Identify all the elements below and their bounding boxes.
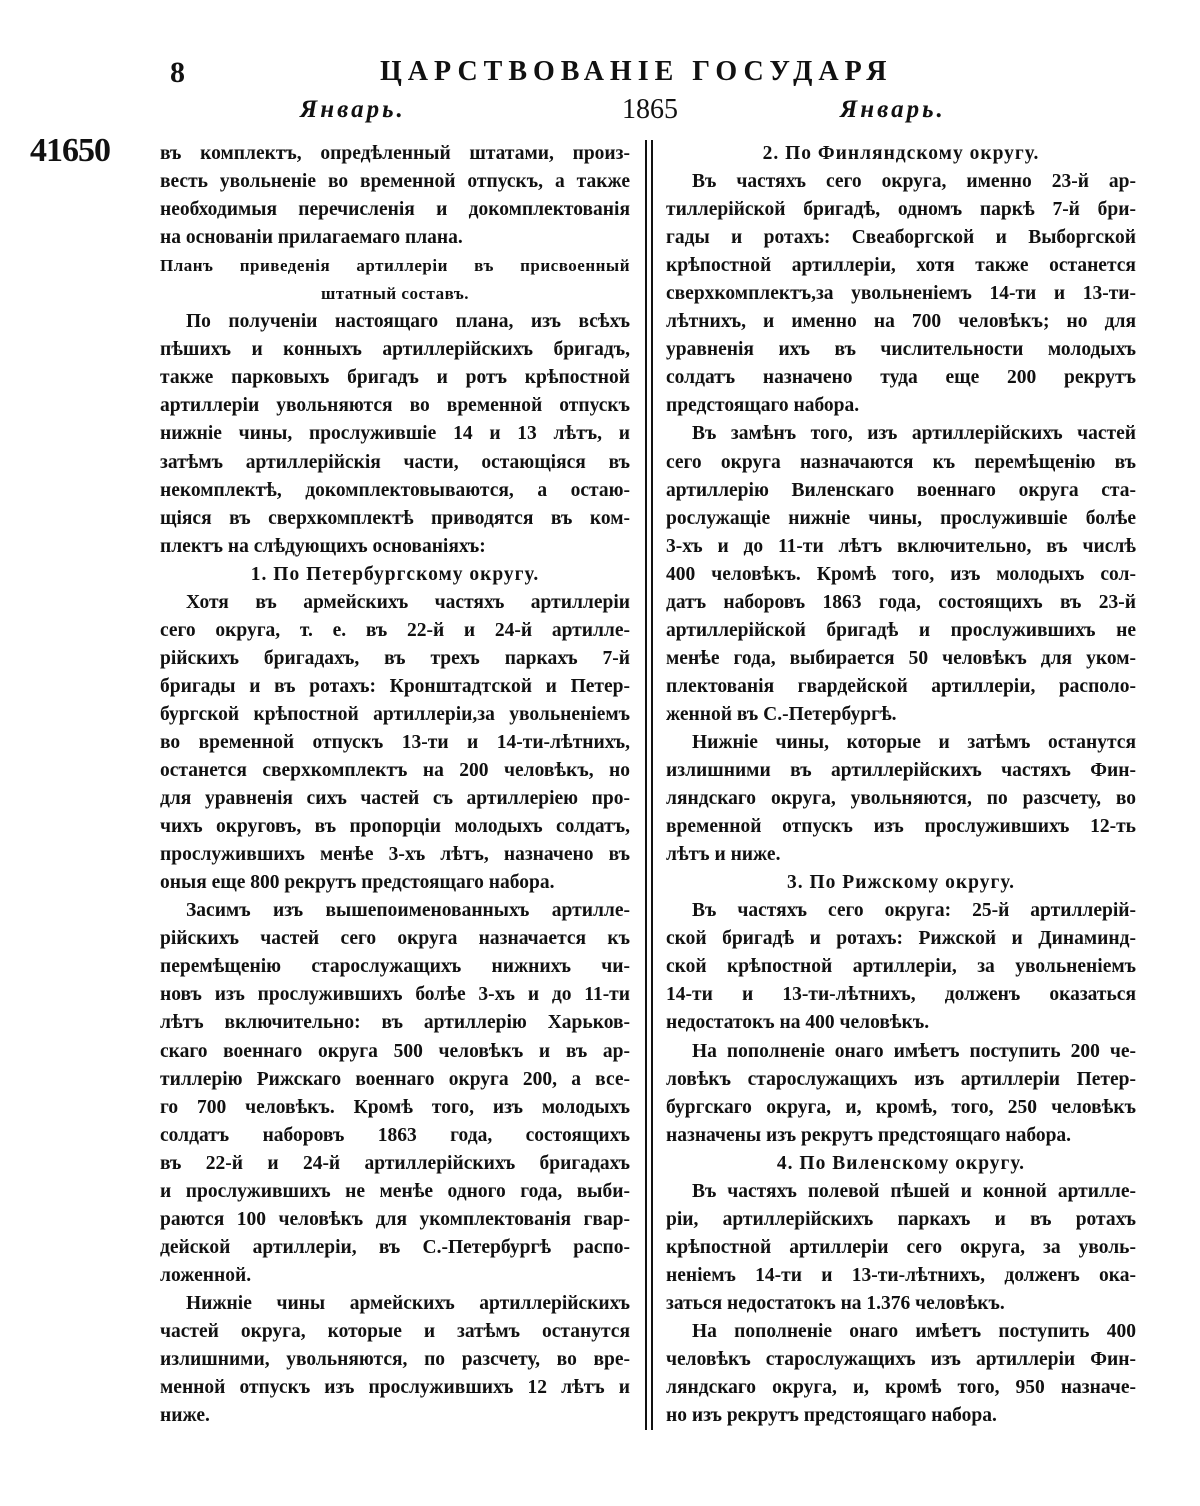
text-line: плектованія гвардейской артиллеріи, располо- (666, 675, 1136, 697)
text-line: крѣпостной артиллеріи сего округа, за уволь- (666, 1236, 1136, 1258)
text-line: для уравненія сихъ частей съ артиллеріею про- (160, 788, 630, 810)
year: 1865 (622, 94, 678, 125)
text-line: рослужащіе нижніе чины, прослужившіе болѣе (666, 507, 1136, 529)
text-line: ской бригадѣ и ротахъ: Рижской и Динаминд- (666, 928, 1136, 950)
text-line: недостатокъ на 400 человѣкъ. (666, 1012, 930, 1034)
paragraph (666, 1318, 1136, 1430)
text-line: предстоящаго набора. (666, 395, 860, 417)
paragraph (666, 897, 1136, 1037)
paragraph (666, 1038, 1136, 1150)
text-line: въ комплектъ, опредѣленный штатами, произ- (160, 143, 630, 164)
text-line: крѣпостной артиллеріи, хотя также останется (666, 255, 1136, 277)
text-line: лѣтнихъ, и именно на 700 человѣкъ; но для (666, 311, 1136, 333)
text-line: артиллерійской бригадѣ и прослужившихъ не (666, 619, 1136, 641)
text-line: останется сверхкомплектъ на 200 человѣкъ, но (160, 760, 630, 782)
text-line: 3. По Рижскому округу. (787, 872, 1015, 894)
text-line: затѣмъ артиллерійскія части, остающіяся въ (160, 451, 630, 473)
text-line: перемѣщенію старослужащихъ нижнихъ чи- (160, 956, 630, 978)
text-line: щіяся въ сверхкомплектѣ приводятся въ ком- (160, 507, 630, 529)
text-line: 3-хъ и до 11-ти лѣтъ включительно, въ числѣ (666, 535, 1136, 557)
text-line: ріи, артиллерійскихъ паркахъ и въ ротахъ (666, 1208, 1136, 1230)
paragraph (160, 897, 630, 1290)
text-line: тиллерійской бригадѣ, одномъ паркѣ 7-й бри- (666, 199, 1136, 221)
text-line: На пополненіе онаго имѣетъ поступить 400 (692, 1320, 1136, 1342)
text-line: Хотя въ армейскихъ частяхъ артиллеріи (186, 591, 630, 613)
text-line: солдатъ назначено туда еще 200 рекрутъ (666, 367, 1136, 389)
section-heading (666, 869, 1136, 897)
text-line: сверхкомплектъ,за увольненіемъ 14-ти и 13-ти- (666, 283, 1136, 305)
text-line: артиллерію Виленскаго военнаго округа ста- (666, 479, 1136, 501)
text-line: 4. По Виленскому округу. (776, 1152, 1026, 1174)
text-line: сего округа назначаются къ перемѣщенію въ (666, 451, 1136, 473)
month-left: Январь. (300, 96, 406, 123)
text-line: некомплектѣ, докомплектовываются, а остаю- (160, 479, 630, 501)
text-line: и прослужившихъ не менѣе одного года, выби- (160, 1180, 630, 1202)
text-line: бригады и въ ротахъ: Кронштадтской и Петер- (160, 675, 630, 697)
text-line: Въ замѣнъ того, изъ артиллерійскихъ частей (692, 423, 1136, 445)
text-line: также парковыхъ бригадъ и ротъ крѣпостной (160, 367, 630, 389)
text-line: женной въ С.-Петербургѣ. (666, 703, 897, 725)
text-line: но изъ рекрутъ предстоящаго набора. (666, 1405, 997, 1427)
text-line: излишними въ артиллерійскихъ частяхъ Фин- (666, 760, 1136, 782)
plan-title (160, 252, 630, 308)
text-line: менной отпускъ изъ прослужившихъ 12 лѣтъ и (160, 1377, 630, 1399)
text-line: на основаніи прилагаемаго плана. (160, 227, 463, 249)
section-heading (160, 561, 630, 589)
text-line: солдатъ наборовъ 1863 года, состоящихъ (160, 1124, 630, 1146)
text-line: дейской артиллеріи, въ С.-Петербургѣ распо- (160, 1236, 630, 1258)
text-line: артиллеріи увольняются во временной отпускъ (160, 395, 630, 417)
paragraph (160, 589, 630, 898)
text-line: 1. По Петербургскому округу. (250, 563, 540, 585)
column-divider (645, 140, 647, 1430)
text-line: 14-ти и 13-ти-лѣтнихъ, долженъ оказаться (666, 984, 1136, 1006)
right-column (666, 140, 1136, 1430)
text-line: плектъ на слѣдующихъ основаніяхъ: (160, 535, 486, 557)
paragraph (666, 729, 1136, 869)
text-line: въ 22-й и 24-й артиллерійскихъ бригадахъ (160, 1152, 630, 1174)
paragraph (666, 1178, 1136, 1318)
text-line: рійскихъ частей сего округа назначается къ (160, 928, 630, 950)
text-line: Планъ приведенія артиллеріи въ присвоенный (160, 256, 630, 276)
text-line: ниже. (160, 1405, 210, 1427)
act-number: 41650 (30, 132, 110, 169)
text-line: человѣкъ старослужащихъ изъ артиллеріи Фин- (666, 1349, 1136, 1371)
text-line: Нижніе чины, которые и затѣмъ останутся (692, 731, 1136, 753)
column-divider (651, 140, 653, 1430)
text-line: Въ частяхъ сего округа, именно 23-й ар- (692, 171, 1136, 193)
text-line: во временной отпускъ 13-ти и 14-ти-лѣтнихъ, (160, 731, 630, 753)
text-line: Засимъ изъ вышепоименованныхъ артилле- (186, 900, 630, 922)
section-heading (666, 1150, 1136, 1178)
paragraph (666, 168, 1136, 420)
text-line: 400 человѣкъ. Кромѣ того, изъ молодыхъ сол- (666, 563, 1136, 585)
text-line: временной отпускъ изъ прослужившихъ 12-ть (666, 816, 1136, 838)
text-line: датъ наборовъ 1863 года, состоящихъ въ 23-й (666, 591, 1136, 613)
paragraph (160, 140, 630, 252)
text-line: ской крѣпостной артиллеріи, за увольненіемъ (666, 956, 1136, 978)
page-number: 8 (170, 56, 185, 89)
text-line: Въ частяхъ сего округа: 25-й артиллерій- (692, 900, 1136, 922)
running-title: ЦАРСТВОВАНІЕ ГОСУДАРЯ (380, 56, 893, 87)
text-line: назначены изъ рекрутъ предстоящаго набора. (666, 1124, 1072, 1146)
text-line: прослужившихъ менѣе 3-хъ лѣтъ, назначено въ (160, 844, 630, 866)
paragraph (666, 420, 1136, 729)
text-line: частей округа, которые и затѣмъ останутся (160, 1320, 630, 1342)
left-column (160, 140, 630, 1430)
text-line: лѣтъ включительно: въ артиллерію Харьков- (160, 1012, 630, 1034)
text-line: раются 100 человѣкъ для укомплектованія гвар- (160, 1208, 630, 1230)
text-line: скаго военнаго округа 500 человѣкъ и въ ар- (160, 1040, 630, 1062)
text-line: По полученіи настоящаго плана, изъ всѣхъ (186, 311, 630, 333)
text-line: пѣшихъ и конныхъ артиллерійскихъ бригадъ, (160, 339, 630, 361)
text-line: лѣтъ и ниже. (666, 844, 781, 866)
text-line: На пополненіе онаго имѣетъ поступить 200 че- (692, 1040, 1136, 1062)
paragraph (160, 1290, 630, 1430)
text-line: сего округа, т. е. въ 22-й и 24-й артилле- (160, 619, 630, 641)
text-line: 2. По Финляндскому округу. (762, 143, 1040, 164)
text-line: рійскихъ бригадахъ, въ трехъ паркахъ 7-й (160, 647, 630, 669)
text-line: бургскаго округа, и, кромѣ, того, 250 человѣкъ (666, 1096, 1136, 1118)
text-line: го 700 человѣкъ. Кромѣ того, изъ молодыхъ (160, 1096, 630, 1118)
text-line: штатный составъ. (320, 284, 469, 304)
text-line: весть увольненіе во временной отпускъ, а также (160, 171, 630, 193)
text-line: необходимыя перечисленія и докомплектованія (160, 199, 630, 221)
text-line: оныя еще 800 рекрутъ предстоящаго набора. (160, 872, 555, 894)
text-line: нижніе чины, прослужившіе 14 и 13 лѣтъ, и (160, 423, 630, 445)
section-heading (666, 140, 1136, 168)
text-line: заться недостатокъ на 1.376 человѣкъ. (666, 1292, 1005, 1314)
text-line: ложенной. (160, 1264, 252, 1286)
text-line: ловѣкъ старослужащихъ изъ артиллеріи Петер- (666, 1068, 1136, 1090)
text-line: чихъ округовъ, въ пропорціи молодыхъ солдатъ, (160, 816, 630, 838)
text-line: ляндскаго округа, и, кромѣ того, 950 назначе- (666, 1377, 1136, 1399)
text-line: тиллерію Рижскаго военнаго округа 200, а все- (160, 1068, 630, 1090)
text-line: новъ изъ прослужившихъ болѣе 3-хъ и до 11-ти (160, 984, 630, 1006)
text-line: гады и ротахъ: Свеаборгской и Выборгской (666, 227, 1136, 249)
text-line: менѣе года, выбирается 50 человѣкъ для уком- (666, 647, 1136, 669)
text-line: Въ частяхъ полевой пѣшей и конной артилле- (692, 1180, 1136, 1202)
text-line: ляндскаго округа, увольняются, по разсчету, во (666, 788, 1136, 810)
paragraph (160, 308, 630, 560)
text-line: бургской крѣпостной артиллеріи,за увольненіемъ (160, 703, 630, 725)
month-right: Январь. (840, 96, 946, 123)
text-line: неніемъ 14-ти и 13-ти-лѣтнихъ, долженъ ока- (666, 1264, 1136, 1286)
text-line: излишними, увольняются, по разсчету, во вре- (160, 1349, 630, 1371)
text-line: уравненія ихъ въ числительности молодыхъ (666, 339, 1136, 361)
text-line: Нижніе чины армейскихъ артиллерійскихъ (186, 1292, 630, 1314)
